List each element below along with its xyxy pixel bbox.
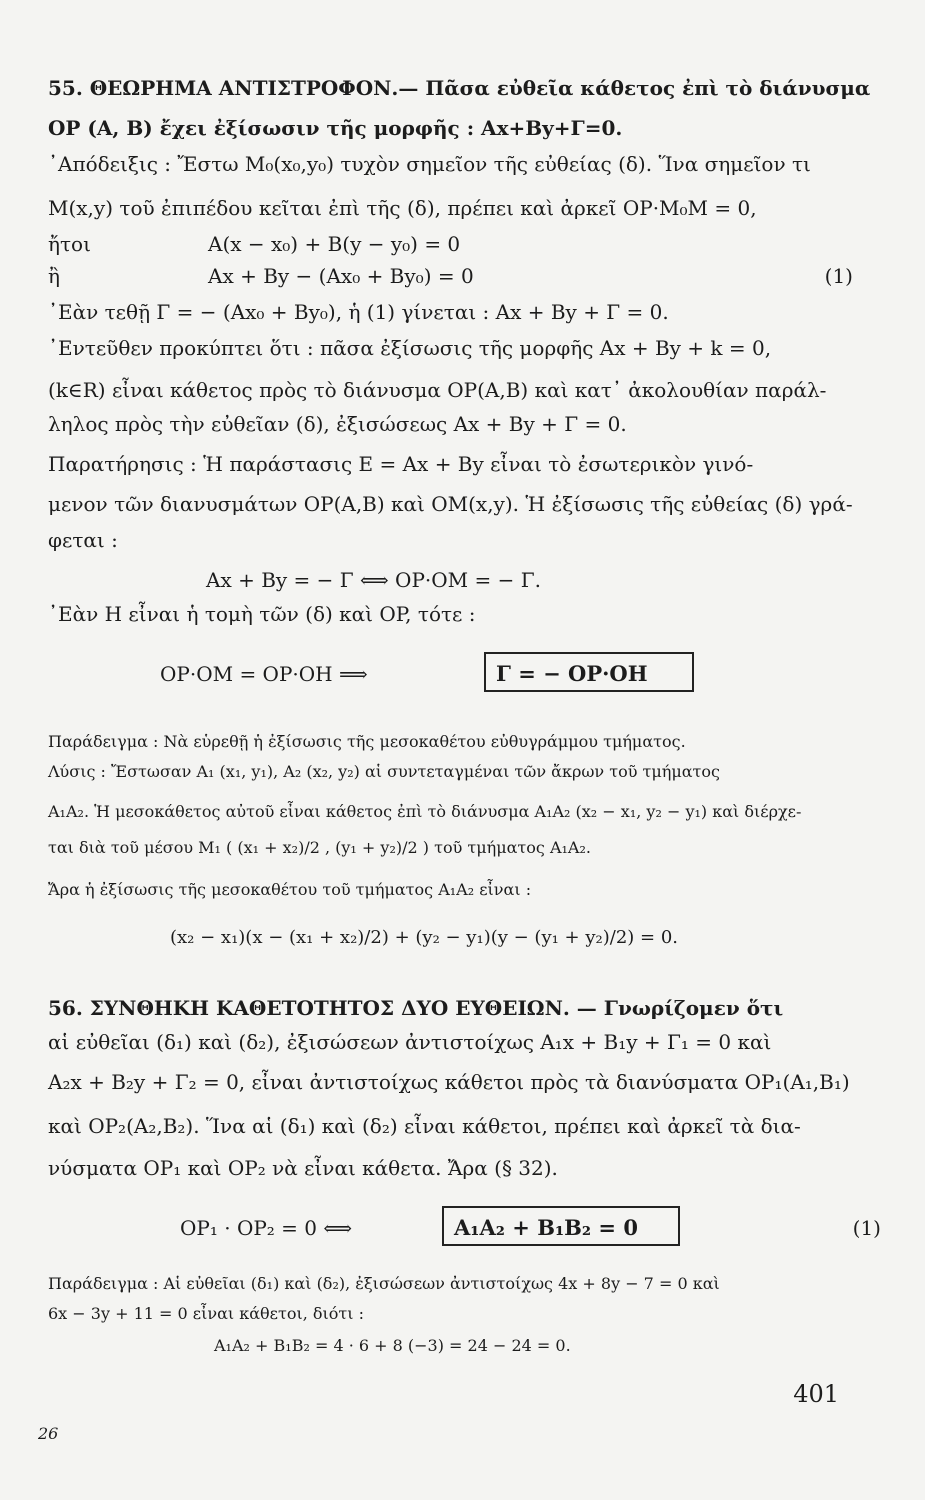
theorem-55-statement: OP (Α, Β) ἔχει ἐξίσωσιν τῆς μορφῆς : Ax+By+Γ=0. bbox=[48, 116, 623, 140]
remark-equation: Ax + By = − Γ ⟺ OP·OM = − Γ. bbox=[206, 568, 541, 592]
example-55-equation: (x₂ − x₁)(x − (x₁ + x₂)/2) + (y₂ − y₁)(y − (y₁ + y₂)/2) = 0. bbox=[170, 927, 679, 948]
line-parallel: ληλος πρὸς τὴν εὐθεῖαν (δ), ἐξισώσεως Ax + By + Γ = 0. bbox=[48, 412, 627, 436]
remark-line-2: μενον τῶν διανυσμάτων OP(A,B) καὶ OM(x,y). Ἡ ἐξίσωσις τῆς εὐθείας (δ) γρά- bbox=[48, 492, 853, 516]
section-56-line-4: καὶ OP₂(A₂,B₂). Ἵνα αἱ (δ₁) καὶ (δ₂) εἶναι κάθετοι, πρέπει καὶ ἀρκεῖ τὰ δια- bbox=[48, 1114, 801, 1138]
line-hence: ᾿Εντεῦθεν προκύπτει ὅτι : πᾶσα ἐξίσωσις τῆς μορφῆς Ax + By + k = 0, bbox=[48, 336, 772, 360]
section-56-equation: OP₁ · OP₂ = 0 ⟺ bbox=[180, 1216, 353, 1240]
equation-b-label: ἢ bbox=[48, 264, 60, 288]
page-number: 401 bbox=[793, 1380, 839, 1408]
equation-a-row bbox=[48, 230, 853, 258]
equation-b-number: (1) bbox=[824, 264, 853, 288]
example-56-line-3: A₁A₂ + B₁B₂ = 4 · 6 + 8 (−3) = 24 − 24 = 0. bbox=[214, 1336, 571, 1355]
section-56-title: 56. ΣΥΝΘΗΚΗ ΚΑΘΕΤΟΤΗΤΟΣ ΔΥΟ ΕΥΘΕΙΩΝ. — Γνωρίζομεν ὅτι bbox=[48, 996, 784, 1020]
example-56-line-2: 6x − 3y + 11 = 0 εἶναι κάθετοι, διότι : bbox=[48, 1304, 365, 1323]
proof-line-2: M(x,y) τοῦ ἐπιπέδου κεῖται ἐπὶ τῆς (δ), πρέπει καὶ ἀρκεῖ OP·M₀M = 0, bbox=[48, 196, 757, 220]
remark-boxed-result: Γ = − OP·OH bbox=[484, 652, 694, 692]
section-56-line-5: νύσματα OP₁ καὶ OP₂ νὰ εἶναι κάθετα. Ἄρα (§ 32). bbox=[48, 1156, 558, 1180]
signature-mark: 26 bbox=[38, 1424, 59, 1443]
remark-line-3: φεται : bbox=[48, 528, 118, 552]
example-55-line-4: ται διὰ τοῦ μέσου M₁ ( (x₁ + x₂)/2 , (y₁ + y₂)/2 ) τοῦ τμήματος A₁A₂. bbox=[48, 838, 591, 857]
remark-line-4: ᾿Εὰν Η εἶναι ἡ τομὴ τῶν (δ) καὶ OP, τότε : bbox=[48, 602, 476, 626]
section-56-line-3: A₂x + B₂y + Γ₂ = 0, εἶναι ἀντιστοίχως κάθετοι πρὸς τὰ διανύσματα OP₁(A₁,B₁) bbox=[48, 1070, 850, 1094]
equation-b: Ax + By − (Ax₀ + By₀) = 0 bbox=[208, 264, 474, 288]
example-56-line-1: Παράδειγμα : Αἱ εὐθεῖαι (δ₁) καὶ (δ₂), ἐξισώσεων ἀντιστοίχως 4x + 8y − 7 = 0 καὶ bbox=[48, 1274, 720, 1293]
equation-a-label: ἤτοι bbox=[48, 232, 91, 256]
remark-line-1: Παρατήρησις : Ἡ παράστασις E = Ax + By εἶναι τὸ ἐσωτερικὸν γινό- bbox=[48, 452, 754, 476]
theorem-55-title: 55. ΘΕΩΡΗΜΑ ΑΝΤΙΣΤΡΟΦΟΝ.— Πᾶσα εὐθεῖα κάθετος ἐπὶ τὸ διάνυσμα bbox=[48, 76, 871, 100]
example-55-line-3: A₁A₂. Ἡ μεσοκάθετος αὐτοῦ εἶναι κάθετος ἐπὶ τὸ διάνυσμα A₁A₂ (x₂ − x₁, y₂ − y₁) καὶ διέρχε- bbox=[48, 802, 802, 821]
remark-equation-2: OP·OM = OP·OH ⟹ bbox=[160, 662, 368, 686]
example-55-line-2: Λύσις : Ἔστωσαν A₁ (x₁, y₁), A₂ (x₂, y₂) αἱ συντεταγμέναι τῶν ἄκρων τοῦ τμήματος bbox=[48, 762, 720, 781]
line-k: (k∈R) εἶναι κάθετος πρὸς τὸ διάνυσμα OP(A,B) καὶ κατ᾿ ἀκολουθίαν παράλ- bbox=[48, 378, 827, 402]
example-55-line-5: Ἄρα ἡ ἐξίσωσις τῆς μεσοκαθέτου τοῦ τμήματος A₁A₂ εἶναι : bbox=[48, 880, 532, 899]
line-set-gamma: ᾿Εὰν τεθῇ Γ = − (Ax₀ + By₀), ἡ (1) γίνεται : Ax + By + Γ = 0. bbox=[48, 300, 669, 324]
section-56-boxed-result: A₁A₂ + B₁B₂ = 0 bbox=[442, 1206, 680, 1246]
equation-b-row bbox=[48, 262, 853, 290]
example-55-line-1: Παράδειγμα : Νὰ εὑρεθῇ ἡ ἐξίσωσις τῆς μεσοκαθέτου εὐθυγράμμου τμήματος. bbox=[48, 732, 686, 751]
section-56-line-2: αἱ εὐθεῖαι (δ₁) καὶ (δ₂), ἐξισώσεων ἀντιστοίχως A₁x + B₁y + Γ₁ = 0 καὶ bbox=[48, 1030, 772, 1054]
equation-a: A(x − x₀) + B(y − y₀) = 0 bbox=[208, 232, 461, 256]
proof-line-1: ᾿Απόδειξις : Ἔστω M₀(x₀,y₀) τυχὸν σημεῖον τῆς εὐθείας (δ). Ἵνα σημεῖον τι bbox=[48, 152, 811, 176]
section-56-equation-number: (1) bbox=[852, 1216, 881, 1240]
